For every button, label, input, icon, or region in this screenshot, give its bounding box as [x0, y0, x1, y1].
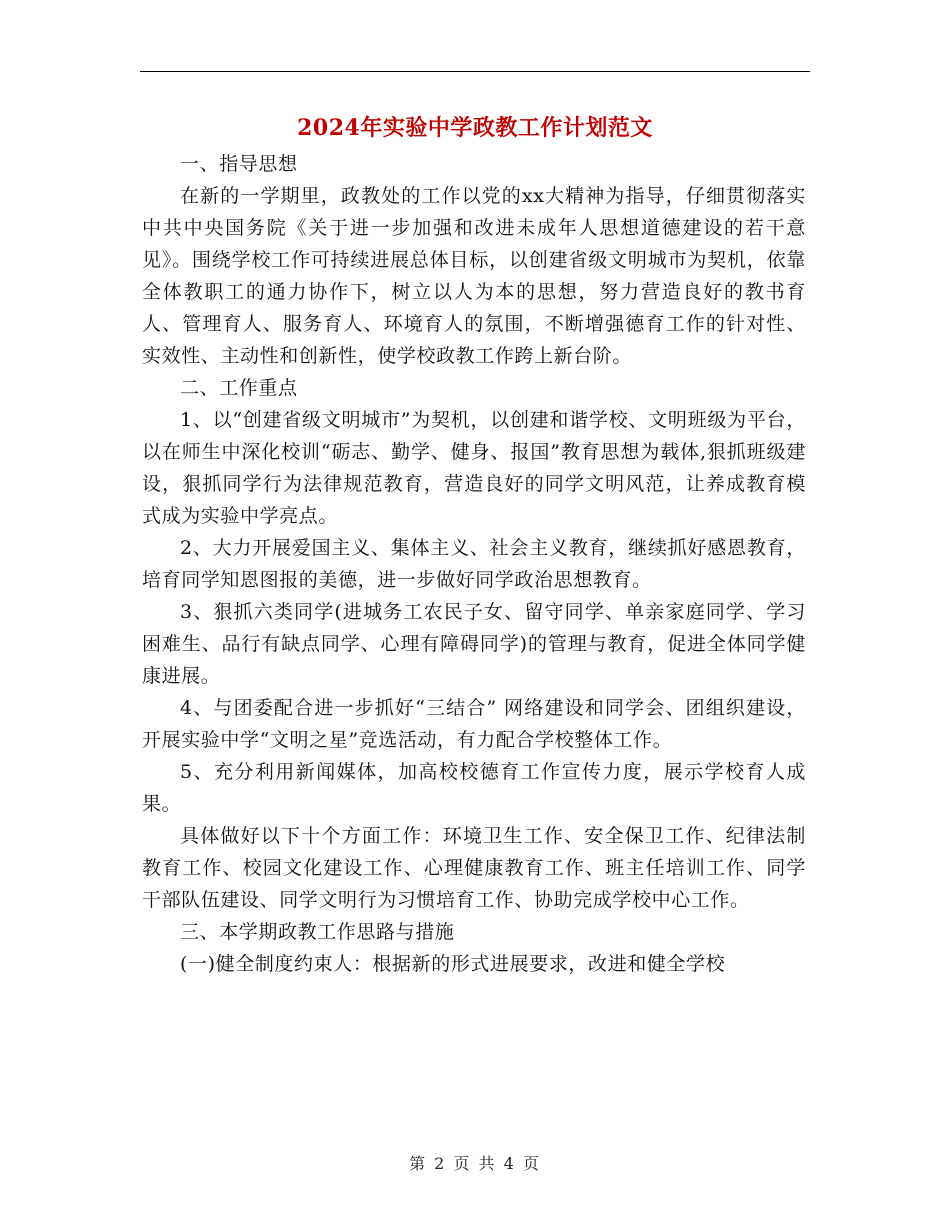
paragraph-guiding-ideology: 在新的一学期里，政教处的工作以党的xx大精神为指导，仔细贯彻落实中共中央国务院《关于进一步加强和改进未成年人思想道德建设的若干意见》。围绕学校工作可持续进展总体目标，以创建省级文明城市为契机，依靠全体教职工的通力协作下，树立以人为本的思想，努力营造良好的教书育人、管理育人、服务育人、环境育人的氛围，不断增强德育工作的针对性、实效性、主动性和创新性，使学校政教工作跨上新台阶。 [142, 185, 806, 367]
paragraph-focus-3: 3、狠抓六类同学(进城务工农民子女、留守同学、单亲家庭同学、学习困难生、品行有缺点同学、心理有障碍同学)的管理与教育，促进全体同学健康进展。 [142, 601, 806, 687]
document-title: 2024年实验中学政教工作计划范文 [297, 115, 653, 141]
paragraph-focus-5: 5、充分利用新闻媒体，加高校校德育工作宣传力度，展示学校育人成果。 [142, 761, 806, 815]
paragraph-focus-2: 2、大力开展爱国主义、集体主义、社会主义教育，继续抓好感恩教育，培育同学知恩图报的美德，进一步做好同学政治思想教育。 [142, 537, 806, 591]
header-rule [140, 71, 810, 72]
page-footer: 第 2 页 共 4 页 [409, 1154, 541, 1173]
section-heading-measures: 三、本学期政教工作思路与措施 [180, 921, 455, 943]
paragraph-focus-1: 1、以“创建省级文明城市”为契机，以创建和谐学校、文明班级为平台，以在师生中深化校训“砺志、勤学、健身、报国”教育思想为载体,狠抓班级建设，狠抓同学行为法律规范教育，营造良好的同学文明风范，让养成教育模式成为实验中学亮点。 [142, 409, 806, 527]
paragraph-focus-4: 4、与团委配合进一步抓好“三结合” 网络建设和同学会、团组织建设，开展实验中学“文明之星”竞选活动，有力配合学校整体工作。 [142, 697, 806, 751]
paragraph-ten-aspects: 具体做好以下十个方面工作：环境卫生工作、安全保卫工作、纪律法制教育工作、校园文化建设工作、心理健康教育工作、班主任培训工作、同学干部队伍建设、同学文明行为习惯培育工作、协助完成学校中心工作。 [142, 825, 806, 911]
section-heading-work-focus: 二、工作重点 [180, 377, 298, 399]
section-heading-guiding-ideology: 一、指导思想 [180, 153, 298, 175]
document-body [142, 148, 806, 980]
paragraph-measure-1: (一)健全制度约束人：根据新的形式进展要求，改进和健全学校 [180, 953, 726, 975]
